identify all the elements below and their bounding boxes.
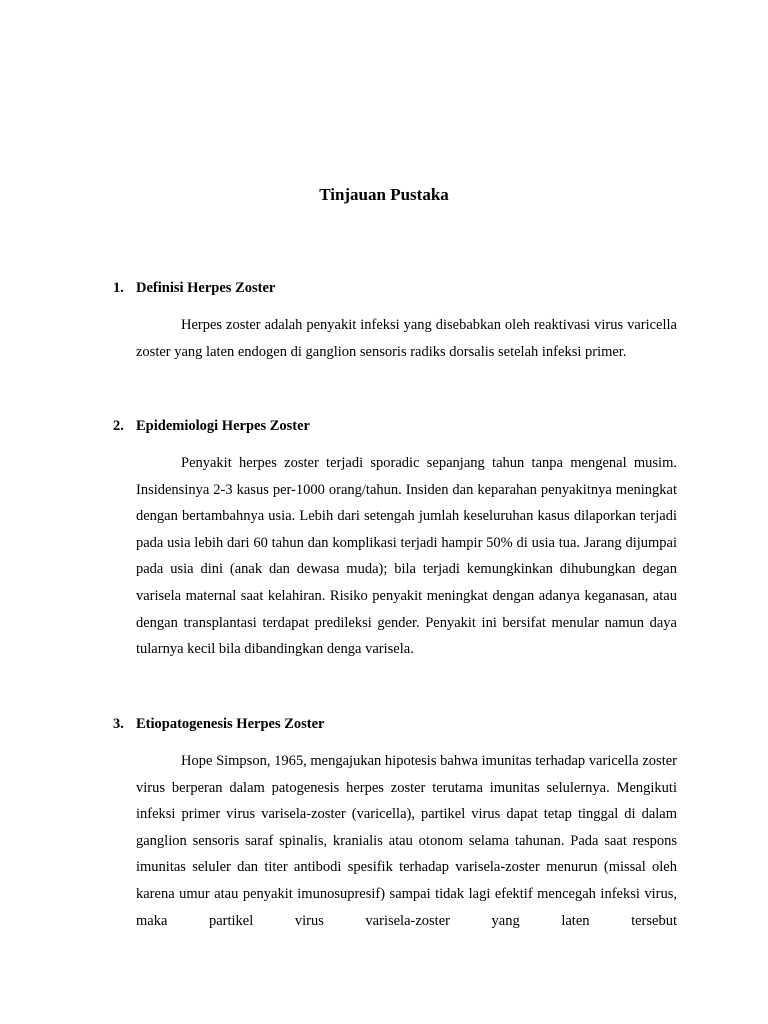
section-heading — [113, 714, 677, 734]
section-number: 3. — [113, 716, 124, 732]
section-number: 2. — [113, 418, 124, 434]
page-title: Tinjauan Pustaka — [319, 185, 449, 204]
section-heading-text: Epidemiologi Herpes Zoster — [136, 418, 310, 434]
section-epidemiologi — [113, 416, 677, 663]
section-paragraph: Herpes zoster adalah penyakit infeksi yang disebabkan oleh reaktivasi virus varicella zoster yang laten endogen di ganglion sensoris radiks dorsalis setelah infeksi primer. — [136, 317, 677, 360]
section-heading — [113, 278, 677, 298]
section-heading-text: Definisi Herpes Zoster — [136, 280, 276, 296]
section-paragraph: Hope Simpson, 1965, mengajukan hipotesis bahwa imunitas terhadap varicella zoster virus berperan dalam patogenesis herpes zoster terutama imunitas selulernya. Mengikuti infeksi primer virus varisela-zoster (varicella), partikel virus dapat tetap tinggal di dalam ganglion sensoris saraf spinalis, kranialis atau otonom selama tahunan. Pada saat respons imunitas seluler dan titer antibodi spesifik terhadap varisela-zoster menurun (missal oleh karena umur atau penyakit imunosupresif) sampai tidak lagi efektif mencegah infeksi virus, maka partikel virus varisela-zoster yang laten tersebut — [136, 753, 677, 929]
section-paragraph: Penyakit herpes zoster terjadi sporadic sepanjang tahun tanpa mengenal musim. Insidensinya 2-3 kasus per-1000 orang/tahun. Insiden dan keparahan penyakitnya meningkat dengan bertambahnya usia. Lebih dari setengah jumlah keseluruhan kasus dilaporkan terjadi pada usia lebih dari 60 tahun dan komplikasi terjadi hampir 50% di usia tua. Jarang dijumpai pada usia dini (anak dan dewasa muda); bila terjadi kemungkinkan dihubungkan degan varisela maternal saat kelahiran. Risiko penyakit meningkat dengan adanya keganasan, atau dengan transplantasi terdapat predileksi gender. Penyakit ini bersifat menular namun daya tularnya kecil bila dibandingkan denga varisela. — [136, 455, 677, 658]
section-definisi — [113, 278, 677, 365]
section-heading-text: Etiopatogenesis Herpes Zoster — [136, 716, 325, 732]
section-etiopatogenesis — [113, 714, 677, 934]
section-heading — [113, 416, 677, 436]
section-number: 1. — [113, 280, 124, 296]
